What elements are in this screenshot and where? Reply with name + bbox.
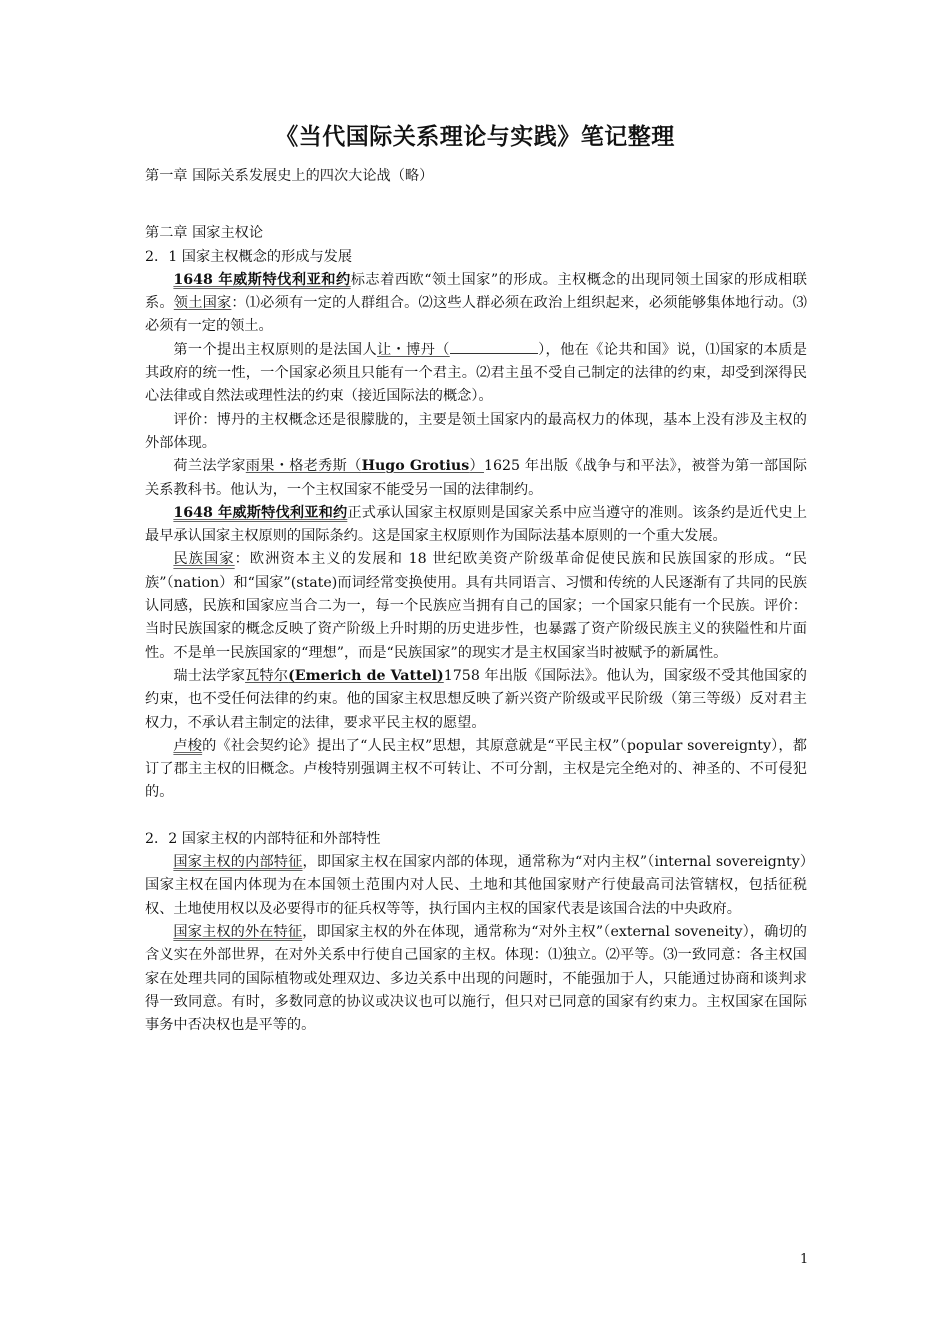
paragraph-bodin-evaluation: 评价：博丹的主权概念还是很朦胧的，主要是领土国家内的最高权力的体现，基本上没有涉及主权的外部体现。 [145,411,807,451]
section-2-2-heading: 2．2 国家主权的内部特征和外部特性 [145,830,381,847]
paragraph-external-sovereignty [145,921,807,1037]
document-body [145,165,807,1037]
paragraph-vattel [145,665,807,735]
paragraph-westphalia-2 [145,502,807,549]
paragraph-internal-sovereignty [145,851,807,921]
text: 正式承认国家主权原则是国家关系中应当遵守的准则。该条约是近代史上最早承认国家主权原则的国际条约。这是国家主权原则作为国际法基本原则的一个重大发展。 [145,504,807,545]
text: 瑞士法学家 [173,667,246,684]
paragraph-nation-state [145,548,807,664]
text: ：⑴必须有一定的人群组合。⑵这些人群必须在政治上组织起来，必须能够集体地行动。⑶必须有一定的领土。 [145,295,807,335]
spacer [145,188,807,222]
page-number: 1 [800,1252,809,1267]
term-grotius: 雨果・格老秀斯（Hugo Grotius） [245,458,484,475]
document-title: 《当代国际关系理论与实践》笔记整理 [275,123,675,150]
paragraph-bodin [145,339,807,409]
term-territorial-state: 领土国家 [173,295,232,312]
text: 的《社会契约论》提出了“人民主权”思想，其原意就是“平民主权”（popular sovereignty），都订了郡主主权的旧概念。卢梭特别强调主权不可转让、不可分割，主权是完全绝对的、神圣的、不可侵犯的。 [145,737,807,801]
text: 第一个提出主权原则的是法国人 [173,341,378,358]
term-rousseau: 卢梭 [173,737,203,754]
paragraph-westphalia [145,269,807,339]
term-internal-feature: 国家主权的内部特征 [173,854,303,871]
chapter-2-heading: 第二章 国家主权论 [145,225,264,242]
term-vattel: 瓦特尔(Emerich de Vattel) [245,667,444,684]
highlight-westphalia: 1648 年威斯特伐利亚和约 [173,504,348,521]
text: ，即国家主权的外在体现，通常称为“对外主权”（external soveneity），确切的含义实在外部世界，在对外关系中行使自己国家的主权。体现：⑴独立。⑵平等。⑶一致同意：各主权国家在处理共同的国际植物或处理双边、多边关系中出现的问题时，不能强加于人，只能通过协商和谈判求得一致同意。有时，多数同意的协议或决议也可以施行，但只对已同意的国家有约束力。主权国家在国际事务中否决权也是平等的。 [145,923,807,1034]
term-nation-state: 民族国家 [173,551,235,568]
term-external-feature: 国家主权的外在特征 [173,923,303,940]
term-bodin: 让・博丹（ [377,341,450,358]
text: 1625 年出版《战争与和平法》，被誉为第一部国际关系教科书。他认为，一个主权国家不能受另一国的法律制约。 [145,458,807,498]
spacer [145,805,807,828]
text: ：欧洲资本主义的发展和 18 世纪欧美资产阶级革命促使民族和民族国家的形成。“民族”（nation）和“国家”(state)而词经常变换使用。具有共同语言、习惯和传统的人民逐渐有了共同的民族认同感，民族和国家应当合二为一，每一个民族应当拥有自己的国家；一个国家只能有一个民族。评价：当时民族国家的概念反映了资产阶级上升时期的历史进步性，也暴露了资产阶级民族主义的狭隘性和片面性。不是单一民族国家的“理想”，而是“民族国家”的现实才是主权国家当时被赋予的新属性。 [145,551,807,661]
term-grotius-latin: Hugo Grotius [361,458,470,475]
text: ，即国家主权在国家内部的体现，通常称为“对内主权”（internal sovereignty）国家主权在国内体现为在本国领土范围内对人民、土地和其他国家财产行使最高司法管辖权，包括征税权、土地使用权以及必要得市的征兵权等等，执行国内主权的国家代表是该国合法的中央政府。 [145,854,807,917]
text: 1758 年出版《国际法》。他认为，国家级不受其他国家的约束，也不受任何法律的约束。他的国家主权思想反映了新兴资产阶级或平民阶级（第三等级）反对君主权力，不承认君主制定的法律，要求平民主权的愿望。 [145,667,807,731]
highlight-westphalia: 1648 年威斯特伐利亚和约 [173,271,351,288]
text: 荷兰法学家 [173,458,246,475]
chapter-1-heading: 第一章 国际关系发展史上的四次大论战（略） [145,168,434,184]
term-vattel-latin: (Emerich de Vattel) [288,667,444,684]
paragraph-rousseau [145,735,807,805]
paragraph-grotius [145,455,807,502]
text: ），他在《论共和国》说，⑴国家的本质是其政府的统一性，一个国家必须且只能有一个君主。⑵君主虽不受自己制定的法律的约束，却受到深得民心法律或自然法或理性法的约束（接近国际法的概念）。 [145,341,807,405]
blank-line [450,339,538,354]
text: 标志着西欧“领土国家”的形成。主权概念的出现同领土国家的形成相联系。 [145,271,807,312]
section-2-1-heading: 2．1 国家主权概念的形成与发展 [145,248,353,265]
